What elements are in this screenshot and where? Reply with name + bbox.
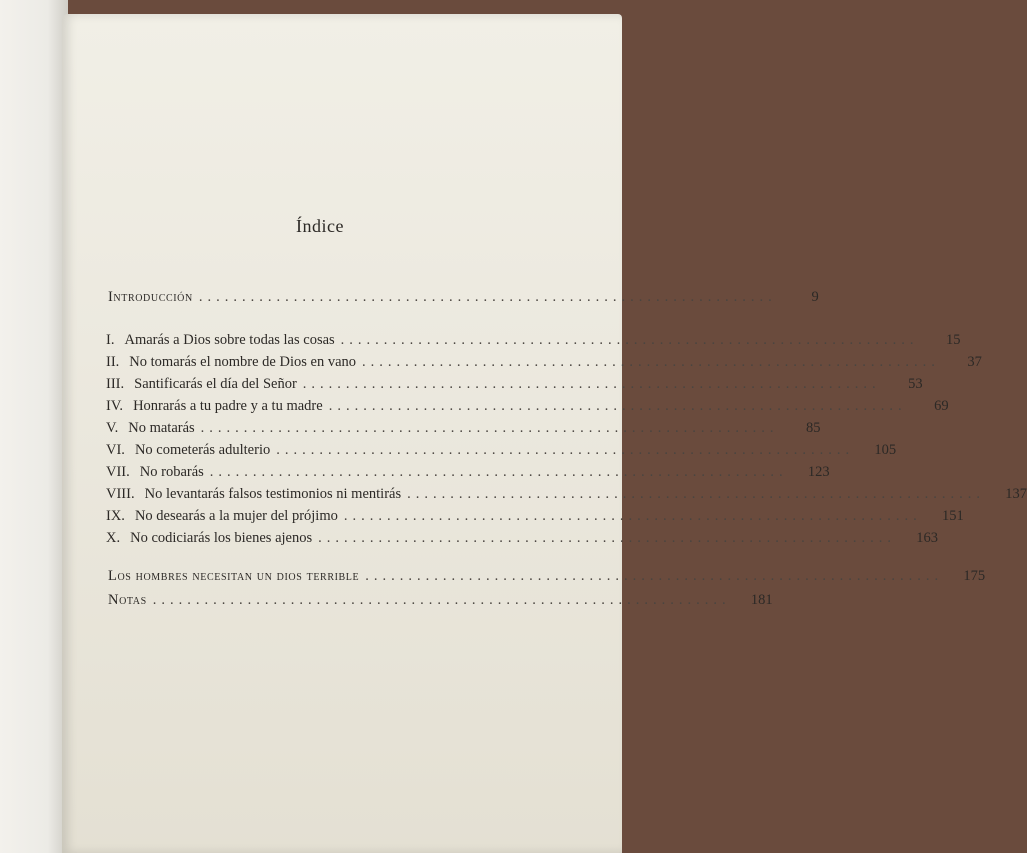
dot-leader: ................................................................... [302, 376, 881, 392]
toc-entry [106, 398, 949, 418]
roman-numeral: IV. [106, 398, 124, 414]
toc-entry-label: Notas [108, 592, 147, 608]
toc-entry [106, 464, 830, 484]
roman-numeral: V. [106, 420, 119, 436]
toc-entry-notes [108, 592, 773, 612]
roman-numeral: VIII. [106, 486, 135, 502]
dot-leader: ................................................................... [365, 568, 944, 584]
dot-leader: ................................................................... [362, 354, 940, 370]
toc-entry-label: Honrarás a tu padre y a tu madre [133, 398, 323, 414]
toc-entry [106, 508, 964, 528]
toc-entry-label: No tomarás el nombre de Dios en vano [129, 354, 357, 370]
dot-leader: ................................................................... [328, 398, 907, 414]
toc-entry-page: 53 [908, 376, 923, 392]
toc-entry-page: 105 [874, 442, 897, 458]
toc-entry-page: 9 [811, 289, 819, 305]
toc-entry-page: 69 [934, 398, 949, 414]
toc-entry-page: 151 [942, 508, 964, 524]
toc-entry-label: Amarás a Dios sobre todas las cosas [124, 332, 335, 348]
toc-entry-introduction [108, 289, 819, 309]
toc-entry-page: 123 [807, 464, 830, 480]
roman-numeral: VII. [106, 464, 130, 480]
dot-leader: ................................................................... [200, 420, 779, 436]
toc-entry-page: 137 [1005, 486, 1027, 502]
dot-leader: ................................................................... [152, 592, 731, 608]
toc-entry-page: 181 [750, 592, 773, 608]
dot-leader: ................................................................... [407, 486, 985, 502]
dot-leader: ................................................................... [276, 442, 855, 458]
toc-entry-page: 37 [967, 354, 982, 370]
toc-entry [106, 354, 982, 374]
toc-entry [106, 486, 1027, 506]
toc-entry [106, 442, 897, 462]
roman-numeral: X. [106, 530, 121, 546]
toc-entry-label: No cometerás adulterio [134, 442, 271, 458]
roman-numeral: VI. [106, 442, 125, 458]
toc-entry-label: No desearás a la mujer del prójimo [134, 508, 338, 524]
toc-entry-label: No matarás [128, 420, 195, 436]
dot-leader: ................................................................... [318, 530, 896, 546]
facing-page-edge [0, 0, 68, 853]
toc-entry-page: 15 [946, 332, 961, 348]
dot-leader: ................................................................... [198, 289, 777, 305]
roman-numeral: II. [106, 354, 120, 370]
toc-entry-page: 175 [963, 568, 986, 584]
toc-entry-label: Los hombres necesitan un dios terrible [108, 568, 360, 584]
toc-entry [106, 420, 821, 440]
toc-entry-label: Introducción [108, 289, 193, 305]
roman-numeral: IX. [106, 508, 125, 524]
page-title: Índice [296, 216, 344, 236]
toc-entry [106, 530, 938, 550]
roman-numeral: I. [106, 332, 115, 348]
toc-entry-label: No levantarás falsos testimonios ni mentirás [144, 486, 402, 502]
toc-entry-epilogue [108, 568, 986, 588]
toc-entry-label: No codiciarás los bienes ajenos [130, 530, 313, 546]
toc-entry-label: Santificarás el día del Señor [134, 376, 297, 392]
toc-entry-page: 85 [806, 420, 821, 436]
toc-entry-page: 163 [916, 530, 938, 546]
dot-leader: ................................................................... [209, 464, 788, 480]
toc-entry [106, 376, 923, 396]
toc-entry-label: No robarás [139, 464, 204, 480]
toc-entry [106, 332, 961, 352]
roman-numeral: III. [106, 376, 125, 392]
dot-leader: ................................................................... [343, 508, 922, 524]
dot-leader: ................................................................... [340, 332, 919, 348]
